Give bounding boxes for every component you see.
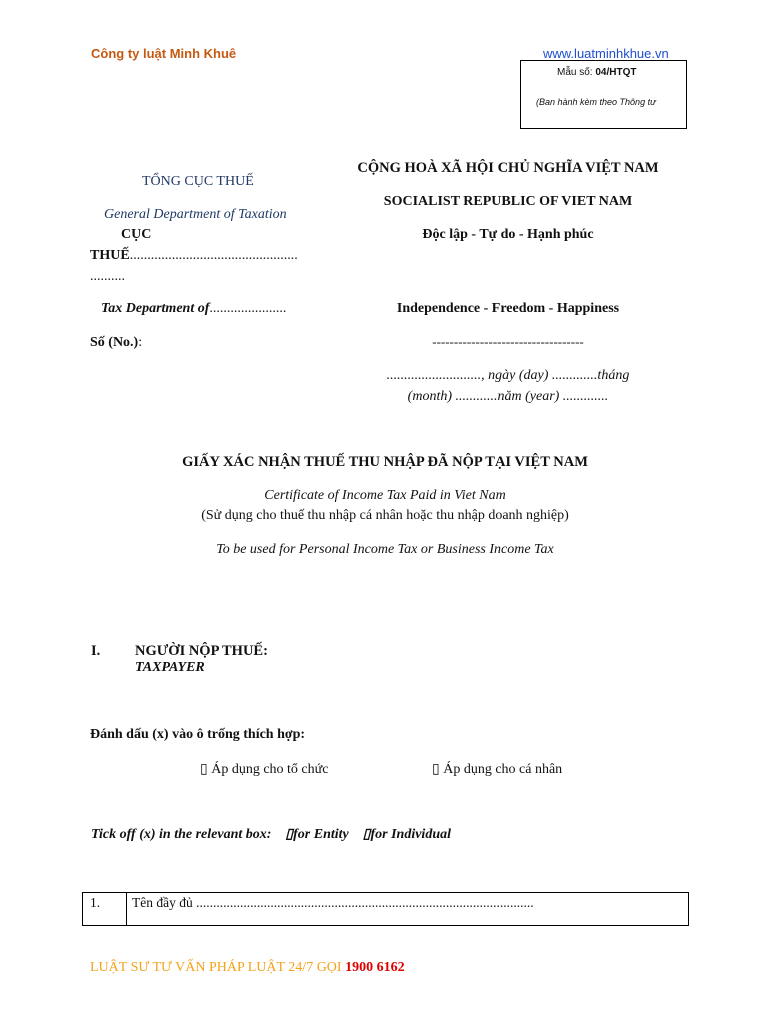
national-title-vn: CỘNG HOÀ XÃ HỘI CHỦ NGHĨA VIỆT NAM: [357, 160, 659, 176]
tax-department-field: [90, 248, 298, 264]
header-divider: -----------------------------------: [432, 334, 584, 349]
taxpayer-info-table: [82, 892, 689, 926]
footer-label: LUẬT SƯ TƯ VẤN PHÁP LUẬT 24/7 GỌI: [90, 960, 346, 975]
form-number-box: [520, 60, 687, 129]
option-individual-en-label: for Individual: [370, 827, 451, 842]
tax-department-en-field: [101, 301, 286, 317]
national-motto-vn: Độc lập - Tự do - Hạnh phúc: [422, 227, 594, 242]
section-title: NGƯỜI NỘP THUẾ:: [135, 643, 268, 659]
tax-department-en-dots: ......................: [209, 301, 287, 316]
document-number-label: Số (No.): [90, 335, 139, 350]
form-number: [557, 67, 636, 78]
option-entity-en-label: for Entity: [293, 827, 349, 842]
section-title-en: TAXPAYER: [135, 660, 205, 675]
checkbox-icon[interactable]: ▯: [362, 827, 371, 842]
tick-instruction-en-label: Tick off (x) in the relevant box:: [91, 827, 272, 842]
date-line-1: ..........................., ngày (day) .............tháng: [386, 368, 630, 383]
national-motto-en: Independence - Freedom - Happiness: [396, 301, 620, 316]
tax-department-dots: ................................................: [129, 248, 298, 263]
option-organization[interactable]: [200, 761, 328, 778]
document-title-en: Certificate of Income Tax Paid in Viet Nam: [264, 488, 506, 503]
tax-department-label: CỤC: [121, 227, 152, 242]
tick-instruction-vn: Đánh dấu (x) vào ô trống thích hợp:: [90, 727, 306, 742]
checkbox-icon[interactable]: ▯: [432, 762, 440, 777]
date-line-2: (month) ............năm (year) .............: [407, 389, 609, 404]
usage-note-vn: (Sử dụng cho thuế thu nhập cá nhân hoặc thu nhập doanh nghiệp): [201, 508, 569, 523]
form-number-label: Mẫu số:: [557, 67, 596, 78]
form-number-value: 04/HTQT: [595, 67, 637, 78]
company-name: Công ty luật Minh Khuê: [91, 46, 237, 61]
document-number-colon: :: [138, 335, 143, 350]
option-individual[interactable]: [432, 761, 562, 778]
issuing-authority: TỔNG CỤC THUẾ: [142, 174, 254, 189]
option-organization-label: Áp dụng cho tổ chức: [211, 762, 329, 777]
document-title: GIẤY XÁC NHẬN THUẾ THU NHẬP ĐÃ NỘP TẠI VIỆT NAM: [182, 454, 588, 470]
issuing-authority-en: General Department of Taxation: [104, 207, 287, 222]
footer-phone-number[interactable]: 1900 6162: [345, 960, 405, 975]
document-number-field: [90, 335, 142, 351]
table-row-number: 1.: [90, 895, 101, 910]
tax-department-label-2: THUẾ: [90, 248, 130, 263]
checkbox-icon[interactable]: ▯: [285, 827, 294, 842]
tax-department-en-label: Tax Department of: [101, 301, 210, 316]
tick-instruction-en: [91, 826, 451, 843]
usage-note-en: To be used for Personal Income Tax or Business Income Tax: [216, 542, 554, 557]
website-link[interactable]: www.luatminhkhue.vn: [543, 46, 669, 61]
checkbox-icon[interactable]: ▯: [200, 762, 208, 777]
option-individual-label: Áp dụng cho cá nhân: [443, 762, 563, 777]
tax-department-dots-continued: ..........: [90, 269, 125, 284]
national-title-en: SOCIALIST REPUBLIC OF VIET NAM: [383, 194, 633, 209]
section-number: I.: [91, 643, 101, 659]
footer-hotline: [90, 960, 405, 976]
form-issuance-note: (Ban hành kèm theo Thông tư: [536, 97, 656, 107]
table-column-divider: [126, 893, 127, 925]
full-name-field[interactable]: Tên đầy đủ ....................................................................................................: [132, 895, 534, 910]
